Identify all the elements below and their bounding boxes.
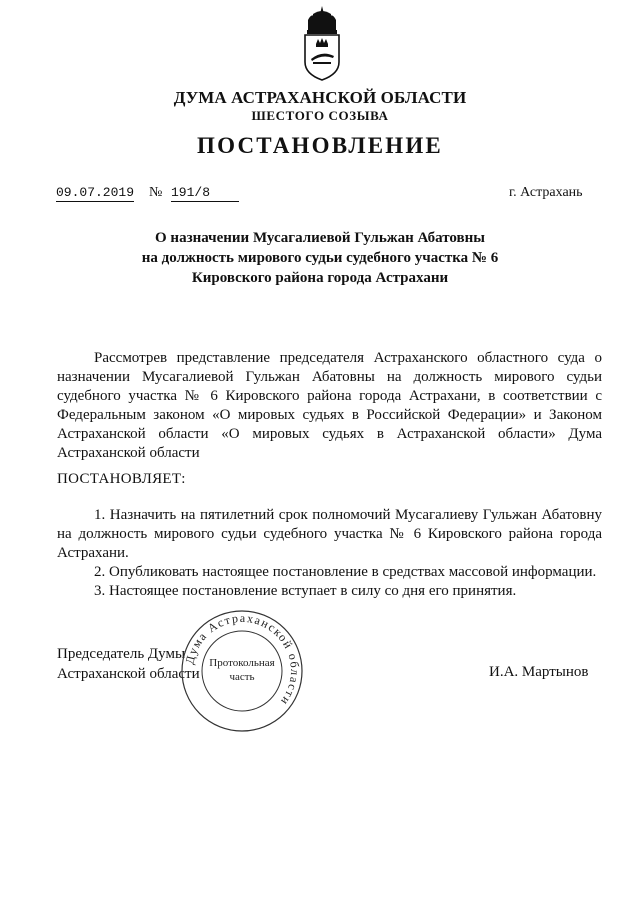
stamp-center-text xyxy=(205,656,279,684)
decree-word: ПОСТАНОВЛЯЕТ: xyxy=(57,471,186,487)
org-name: ДУМА АСТРАХАНСКОЙ ОБЛАСТИ xyxy=(173,88,467,107)
official-stamp xyxy=(180,609,304,733)
convocation: ШЕСТОГО СОЗЫВА xyxy=(251,108,389,123)
stamp-center-line-2: часть xyxy=(229,671,255,683)
signatory-position-line-2: Астраханской области xyxy=(57,666,200,682)
resolution-item-2: 2. Опубликовать настоящее постановление в средствах массовой информации. xyxy=(94,564,597,580)
stamp-ring-text: Дума Астраханской области xyxy=(182,610,303,709)
number-sign: № xyxy=(149,185,163,200)
document-place: г. Астрахань xyxy=(509,185,583,200)
resolution-item-3: 3. Настоящее постановление вступает в силу со дня его принятия. xyxy=(94,583,517,599)
subject-line-2: на должность мирового судьи судебного участка № 6 xyxy=(141,250,499,266)
subject-line-1: О назначении Мусагалиевой Гульжан Абатовны xyxy=(155,230,485,246)
resolution-items xyxy=(57,506,602,601)
preamble-paragraph: Рассмотрев представление председателя Астраханского областного суда о назначении Мусагалиевой Гульжан Абатовны на должность мирового судьи судебного участка № 6 Кировского района города Астрахани, в соответствии с Федеральным законом «О мировых судьях в Российской Федерации» и Законом Астраханской области «О мировых судьях в Астраханской области» Дума Астраханской области xyxy=(57,350,602,461)
document-number: 191/8 xyxy=(171,185,239,202)
stamp-center-line-1: Протокольная xyxy=(209,657,275,669)
signatory-position-line-1: Председатель Думы xyxy=(57,646,186,662)
signatory-position xyxy=(57,644,200,684)
coat-of-arms-icon xyxy=(298,4,346,82)
signatory-name: И.А. Мартынов xyxy=(489,664,589,680)
subject-line-3: Кировского района города Астрахани xyxy=(191,270,449,286)
resolution-item-1: 1. Назначить на пятилетний срок полномочий Мусагалиеву Гульжан Абатовну на должность мирового судьи судебного участка № 6 Кировского района города Астрахани. xyxy=(57,507,602,561)
document-type: ПОСТАНОВЛЕНИЕ xyxy=(197,133,443,158)
document-subject xyxy=(60,228,580,288)
document-date: 09.07.2019 xyxy=(56,185,135,200)
